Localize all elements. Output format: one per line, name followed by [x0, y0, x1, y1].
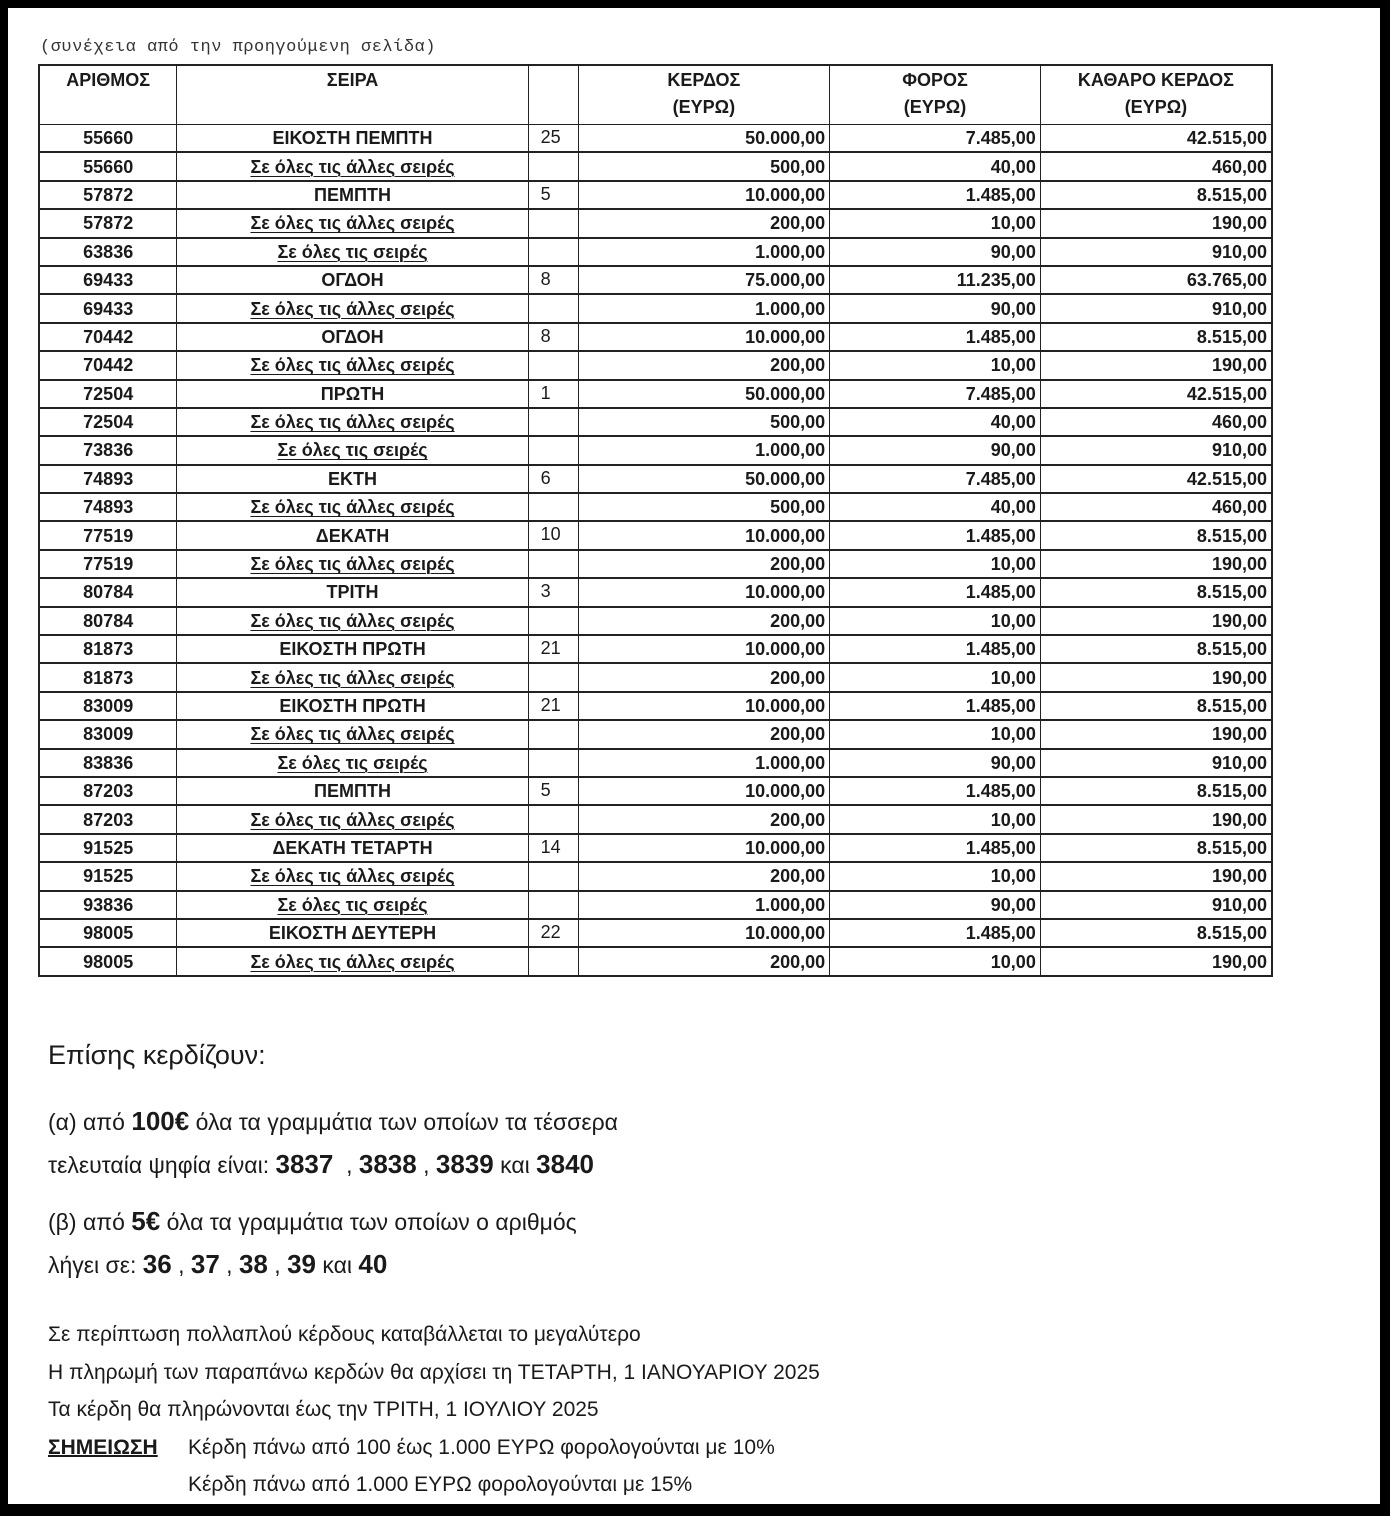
cell-net-gain: 910,00: [1040, 749, 1272, 777]
table-row: [39, 749, 1272, 777]
table-row: [39, 294, 1272, 322]
cell-series-index: [528, 550, 578, 578]
cell-series: Σε όλες τις άλλες σειρές: [177, 607, 528, 635]
header-tax-line1: ΦΟΡΟΣ: [902, 70, 968, 90]
cell-tax: 40,00: [830, 408, 1041, 436]
cell-series: Σε όλες τις άλλες σειρές: [177, 550, 528, 578]
cell-net-gain: 63.765,00: [1040, 266, 1272, 294]
cell-net-gain: 8.515,00: [1040, 777, 1272, 805]
cell-number: 91525: [39, 834, 177, 862]
cell-series-index: [528, 891, 578, 919]
cell-number: 87203: [39, 777, 177, 805]
cell-tax: 1.485,00: [830, 521, 1041, 549]
cell-number: 91525: [39, 862, 177, 890]
cell-series: ΠΡΩΤΗ: [177, 380, 528, 408]
cell-net-gain: 8.515,00: [1040, 323, 1272, 351]
header-series: [177, 65, 528, 124]
prize-a-ending: 3839: [435, 1149, 494, 1179]
cell-gain: 75.000,00: [578, 266, 830, 294]
table-row: [39, 919, 1272, 947]
cell-series-index: 10: [528, 521, 578, 549]
table-row: [39, 805, 1272, 833]
cell-series-index: [528, 152, 578, 180]
cell-tax: 1.485,00: [830, 181, 1041, 209]
cell-tax: 1.485,00: [830, 777, 1041, 805]
cell-series: ΠΕΜΠΤΗ: [177, 777, 528, 805]
table-header-row: [39, 65, 1272, 124]
cell-number: 77519: [39, 521, 177, 549]
prize-a-line2: [48, 1143, 618, 1186]
table-row: [39, 550, 1272, 578]
cell-tax: 1.485,00: [830, 323, 1041, 351]
cell-number: 80784: [39, 607, 177, 635]
prize-a-ending: 3838: [358, 1149, 417, 1179]
cell-net-gain: 910,00: [1040, 891, 1272, 919]
cell-gain: 200,00: [578, 663, 830, 691]
cell-series-index: 21: [528, 635, 578, 663]
cell-series: Σε όλες τις άλλες σειρές: [177, 351, 528, 379]
cell-tax: 40,00: [830, 493, 1041, 521]
payment-end-note: Τα κέρδη θα πληρώνονται έως την ΤΡΙΤΗ, 1 ΙΟΥΛΙΟΥ 2025: [48, 1398, 599, 1421]
prize-b: [48, 1200, 618, 1286]
cell-gain: 1.000,00: [578, 436, 830, 464]
cell-series-index: 3: [528, 578, 578, 606]
header-net-line2: (ΕΥΡΩ): [1124, 97, 1188, 117]
additional-prizes-heading: Επίσης κερδίζουν:: [48, 1040, 266, 1070]
cell-gain: 200,00: [578, 209, 830, 237]
cell-net-gain: 8.515,00: [1040, 578, 1272, 606]
results-table: [38, 64, 1273, 977]
cell-gain: 200,00: [578, 805, 830, 833]
cell-series: Σε όλες τις σειρές: [177, 749, 528, 777]
cell-net-gain: 190,00: [1040, 607, 1272, 635]
table-row: [39, 720, 1272, 748]
conjunction: και: [493, 1152, 537, 1178]
cell-net-gain: 8.515,00: [1040, 635, 1272, 663]
cell-number: 72504: [39, 408, 177, 436]
table-row: [39, 181, 1272, 209]
prize-a-amount: 100€: [131, 1106, 190, 1136]
cell-number: 70442: [39, 351, 177, 379]
prize-b-line2-prefix: λήγει σε:: [48, 1252, 143, 1278]
cell-tax: 10,00: [830, 550, 1041, 578]
cell-series-index: [528, 408, 578, 436]
cell-gain: 10.000,00: [578, 181, 830, 209]
cell-net-gain: 190,00: [1040, 209, 1272, 237]
table-row: [39, 323, 1272, 351]
cell-series-index: 8: [528, 323, 578, 351]
cell-net-gain: 910,00: [1040, 436, 1272, 464]
cell-number: 57872: [39, 181, 177, 209]
cell-series-index: [528, 947, 578, 975]
cell-number: 74893: [39, 465, 177, 493]
prize-b-line2: [48, 1243, 618, 1286]
cell-tax: 10,00: [830, 947, 1041, 975]
table-row: [39, 209, 1272, 237]
cell-net-gain: 190,00: [1040, 805, 1272, 833]
cell-gain: 50.000,00: [578, 124, 830, 152]
cell-series-index: [528, 720, 578, 748]
cell-net-gain: 460,00: [1040, 152, 1272, 180]
cell-tax: 10,00: [830, 351, 1041, 379]
header-index: [528, 65, 578, 124]
cell-tax: 10,00: [830, 607, 1041, 635]
table-body: [39, 124, 1272, 976]
cell-gain: 200,00: [578, 862, 830, 890]
prize-b-prefix: (β) από: [48, 1209, 132, 1235]
cell-number: 98005: [39, 919, 177, 947]
cell-net-gain: 42.515,00: [1040, 124, 1272, 152]
cell-series: Σε όλες τις άλλες σειρές: [177, 663, 528, 691]
cell-tax: 10,00: [830, 805, 1041, 833]
cell-series: Σε όλες τις άλλες σειρές: [177, 805, 528, 833]
cell-net-gain: 190,00: [1040, 862, 1272, 890]
cell-tax: 10,00: [830, 209, 1041, 237]
header-gain-line2: (ΕΥΡΩ): [672, 97, 736, 117]
table-row: [39, 862, 1272, 890]
cell-gain: 10.000,00: [578, 919, 830, 947]
cell-net-gain: 910,00: [1040, 238, 1272, 266]
table-row: [39, 408, 1272, 436]
cell-series: ΟΓΔΟΗ: [177, 323, 528, 351]
cell-net-gain: 460,00: [1040, 493, 1272, 521]
table-row: [39, 465, 1272, 493]
table-row: [39, 436, 1272, 464]
cell-series: Σε όλες τις σειρές: [177, 238, 528, 266]
cell-gain: 1.000,00: [578, 891, 830, 919]
cell-tax: 1.485,00: [830, 578, 1041, 606]
cell-tax: 10,00: [830, 663, 1041, 691]
cell-series-index: 8: [528, 266, 578, 294]
cell-gain: 50.000,00: [578, 380, 830, 408]
cell-gain: 200,00: [578, 351, 830, 379]
prize-b-ending: 38: [238, 1249, 268, 1279]
cell-gain: 200,00: [578, 550, 830, 578]
cell-net-gain: 190,00: [1040, 947, 1272, 975]
cell-series: ΤΡΙΤΗ: [177, 578, 528, 606]
header-net: [1040, 65, 1272, 124]
cell-gain: 500,00: [578, 408, 830, 436]
cell-series: Σε όλες τις άλλες σειρές: [177, 408, 528, 436]
cell-series-index: [528, 663, 578, 691]
header-net-line1: ΚΑΘΑΡΟ ΚΕΡΔΟΣ: [1077, 70, 1234, 90]
cell-net-gain: 42.515,00: [1040, 465, 1272, 493]
cell-gain: 1.000,00: [578, 294, 830, 322]
header-tax: [830, 65, 1041, 124]
prize-a-text: όλα τα γραμμάτια των οποίων τα τέσσερα: [189, 1109, 618, 1135]
cell-series-index: [528, 294, 578, 322]
cell-number: 69433: [39, 266, 177, 294]
cell-gain: 1.000,00: [578, 238, 830, 266]
cell-gain: 10.000,00: [578, 323, 830, 351]
cell-tax: 10,00: [830, 720, 1041, 748]
cell-number: 77519: [39, 550, 177, 578]
cell-net-gain: 42.515,00: [1040, 380, 1272, 408]
cell-series-index: 25: [528, 124, 578, 152]
cell-series: Σε όλες τις άλλες σειρές: [177, 294, 528, 322]
table-row: [39, 521, 1272, 549]
cell-number: 74893: [39, 493, 177, 521]
cell-number: 70442: [39, 323, 177, 351]
cell-gain: 10.000,00: [578, 777, 830, 805]
cell-net-gain: 8.515,00: [1040, 521, 1272, 549]
table-row: [39, 351, 1272, 379]
cell-net-gain: 910,00: [1040, 294, 1272, 322]
cell-tax: 10,00: [830, 862, 1041, 890]
prize-a: [48, 1100, 618, 1186]
separator: ,: [171, 1252, 191, 1278]
prize-a-line1: [48, 1100, 618, 1143]
cell-net-gain: 8.515,00: [1040, 692, 1272, 720]
separator: ,: [416, 1152, 436, 1178]
prize-b-ending: 39: [287, 1249, 316, 1279]
cell-number: 80784: [39, 578, 177, 606]
cell-series-index: [528, 749, 578, 777]
cell-series-index: [528, 805, 578, 833]
cell-series-index: [528, 607, 578, 635]
cell-series: ΔΕΚΑΤΗ ΤΕΤΑΡΤΗ: [177, 834, 528, 862]
cell-series: ΕΙΚΟΣΤΗ ΔΕΥΤΕΡΗ: [177, 919, 528, 947]
additional-prizes: [48, 1038, 618, 1286]
cell-net-gain: 460,00: [1040, 408, 1272, 436]
prize-b-ending: 37: [190, 1249, 220, 1279]
cell-series: ΔΕΚΑΤΗ: [177, 521, 528, 549]
cell-net-gain: 8.515,00: [1040, 834, 1272, 862]
cell-tax: 90,00: [830, 436, 1041, 464]
cell-tax: 90,00: [830, 294, 1041, 322]
cell-net-gain: 190,00: [1040, 351, 1272, 379]
cell-series-index: 21: [528, 692, 578, 720]
cell-tax: 11.235,00: [830, 266, 1041, 294]
note-label: ΣΗΜΕΙΩΣΗ: [48, 1435, 158, 1459]
header-number: [39, 65, 177, 124]
payment-start-note: Η πληρωμή των παραπάνω κερδών θα αρχίσει τη ΤΕΤΑΡΤΗ, 1 ΙΑΝΟΥΑΡΙΟΥ 2025: [48, 1360, 820, 1384]
header-series-label: ΣΕΙΡΑ: [326, 70, 379, 90]
cell-tax: 90,00: [830, 238, 1041, 266]
prize-b-amount: 5€: [131, 1206, 161, 1236]
cell-series: Σε όλες τις άλλες σειρές: [177, 152, 528, 180]
multiple-win-note: Σε περίπτωση πολλαπλού κέρδους καταβάλλεται το μεγαλύτερο: [48, 1323, 641, 1346]
prize-b-ending: 40: [358, 1249, 388, 1279]
cell-gain: 10.000,00: [578, 635, 830, 663]
cell-net-gain: 8.515,00: [1040, 181, 1272, 209]
table-row: [39, 266, 1272, 294]
cell-number: 83836: [39, 749, 177, 777]
cell-series-index: 22: [528, 919, 578, 947]
table-row: [39, 380, 1272, 408]
cell-series: Σε όλες τις άλλες σειρές: [177, 947, 528, 975]
cell-number: 83009: [39, 720, 177, 748]
conjunction: και: [315, 1252, 359, 1278]
tax-note-2: Κέρδη πάνω από 1.000 ΕΥΡΩ φορολογούνται με 15%: [188, 1473, 693, 1496]
cell-tax: 90,00: [830, 891, 1041, 919]
prize-a-line2-prefix: τελευταία ψηφία είναι:: [48, 1152, 276, 1178]
cell-net-gain: 190,00: [1040, 720, 1272, 748]
cell-tax: 1.485,00: [830, 834, 1041, 862]
header-gain-line1: ΚΕΡΔΟΣ: [667, 70, 741, 90]
cell-series: Σε όλες τις άλλες σειρές: [177, 862, 528, 890]
cell-series-index: [528, 238, 578, 266]
prize-b-ending: 36: [142, 1249, 172, 1279]
cell-series-index: [528, 493, 578, 521]
cell-number: 83009: [39, 692, 177, 720]
cell-series: ΕΙΚΟΣΤΗ ΠΕΜΠΤΗ: [177, 124, 528, 152]
cell-net-gain: 8.515,00: [1040, 919, 1272, 947]
separator: ,: [219, 1252, 239, 1278]
prize-b-text: όλα τα γραμμάτια των οποίων ο αριθμός: [160, 1209, 577, 1235]
cell-series-index: 5: [528, 181, 578, 209]
document-page: [8, 8, 1380, 1504]
cell-number: 69433: [39, 294, 177, 322]
cell-gain: 200,00: [578, 947, 830, 975]
cell-series-index: [528, 351, 578, 379]
cell-series: Σε όλες τις άλλες σειρές: [177, 493, 528, 521]
cell-gain: 1.000,00: [578, 749, 830, 777]
table-row: [39, 834, 1272, 862]
cell-number: 55660: [39, 124, 177, 152]
cell-tax: 1.485,00: [830, 635, 1041, 663]
cell-series: ΠΕΜΠΤΗ: [177, 181, 528, 209]
cell-gain: 10.000,00: [578, 578, 830, 606]
cell-series: ΕΚΤΗ: [177, 465, 528, 493]
cell-number: 81873: [39, 635, 177, 663]
cell-number: 57872: [39, 209, 177, 237]
cell-tax: 7.485,00: [830, 124, 1041, 152]
tax-note-row-1: [48, 1429, 820, 1467]
cell-gain: 500,00: [578, 493, 830, 521]
table-row: [39, 663, 1272, 691]
continuation-note: (συνέχεια από την προηγούμενη σελίδα): [40, 38, 436, 57]
cell-series: Σε όλες τις σειρές: [177, 436, 528, 464]
prize-a-prefix: (α) από: [48, 1109, 132, 1135]
header-tax-line2: (ΕΥΡΩ): [903, 97, 967, 117]
table-row: [39, 238, 1272, 266]
table-row: [39, 607, 1272, 635]
cell-series: ΟΓΔΟΗ: [177, 266, 528, 294]
cell-number: 87203: [39, 805, 177, 833]
cell-series-index: [528, 209, 578, 237]
header-gain: [578, 65, 830, 124]
tax-note-1: Κέρδη πάνω από 100 έως 1.000 ΕΥΡΩ φορολογούνται με 10%: [188, 1435, 775, 1459]
payment-notes: [48, 1316, 820, 1504]
separator: ,: [267, 1252, 288, 1278]
cell-number: 98005: [39, 947, 177, 975]
prize-b-line1: [48, 1200, 618, 1243]
cell-series-index: 14: [528, 834, 578, 862]
cell-number: 93836: [39, 891, 177, 919]
table-row: [39, 777, 1272, 805]
table-row: [39, 152, 1272, 180]
cell-gain: 50.000,00: [578, 465, 830, 493]
prize-a-ending: 3840: [536, 1149, 594, 1179]
cell-number: 73836: [39, 436, 177, 464]
cell-tax: 7.485,00: [830, 465, 1041, 493]
cell-series-index: 1: [528, 380, 578, 408]
cell-tax: 40,00: [830, 152, 1041, 180]
cell-gain: 200,00: [578, 720, 830, 748]
table-row: [39, 891, 1272, 919]
separator: ,: [333, 1152, 359, 1178]
cell-gain: 200,00: [578, 607, 830, 635]
cell-tax: 7.485,00: [830, 380, 1041, 408]
cell-number: 63836: [39, 238, 177, 266]
table-row: [39, 578, 1272, 606]
cell-gain: 10.000,00: [578, 692, 830, 720]
cell-series: ΕΙΚΟΣΤΗ ΠΡΩΤΗ: [177, 635, 528, 663]
cell-series-index: 6: [528, 465, 578, 493]
cell-series-index: [528, 436, 578, 464]
prize-a-ending: 3837: [275, 1149, 334, 1179]
table-row: [39, 124, 1272, 152]
cell-series-index: [528, 862, 578, 890]
cell-number: 72504: [39, 380, 177, 408]
cell-gain: 10.000,00: [578, 834, 830, 862]
cell-tax: 90,00: [830, 749, 1041, 777]
cell-net-gain: 190,00: [1040, 550, 1272, 578]
cell-tax: 1.485,00: [830, 692, 1041, 720]
cell-gain: 10.000,00: [578, 521, 830, 549]
table-row: [39, 692, 1272, 720]
cell-number: 81873: [39, 663, 177, 691]
table-row: [39, 493, 1272, 521]
cell-series-index: 5: [528, 777, 578, 805]
cell-series: Σε όλες τις άλλες σειρές: [177, 720, 528, 748]
cell-tax: 1.485,00: [830, 919, 1041, 947]
header-number-label: ΑΡΙΘΜΟΣ: [66, 70, 151, 90]
cell-net-gain: 190,00: [1040, 663, 1272, 691]
cell-series: ΕΙΚΟΣΤΗ ΠΡΩΤΗ: [177, 692, 528, 720]
cell-number: 55660: [39, 152, 177, 180]
cell-series: Σε όλες τις σειρές: [177, 891, 528, 919]
cell-gain: 500,00: [578, 152, 830, 180]
table-row: [39, 635, 1272, 663]
table-row: [39, 947, 1272, 975]
cell-series: Σε όλες τις άλλες σειρές: [177, 209, 528, 237]
